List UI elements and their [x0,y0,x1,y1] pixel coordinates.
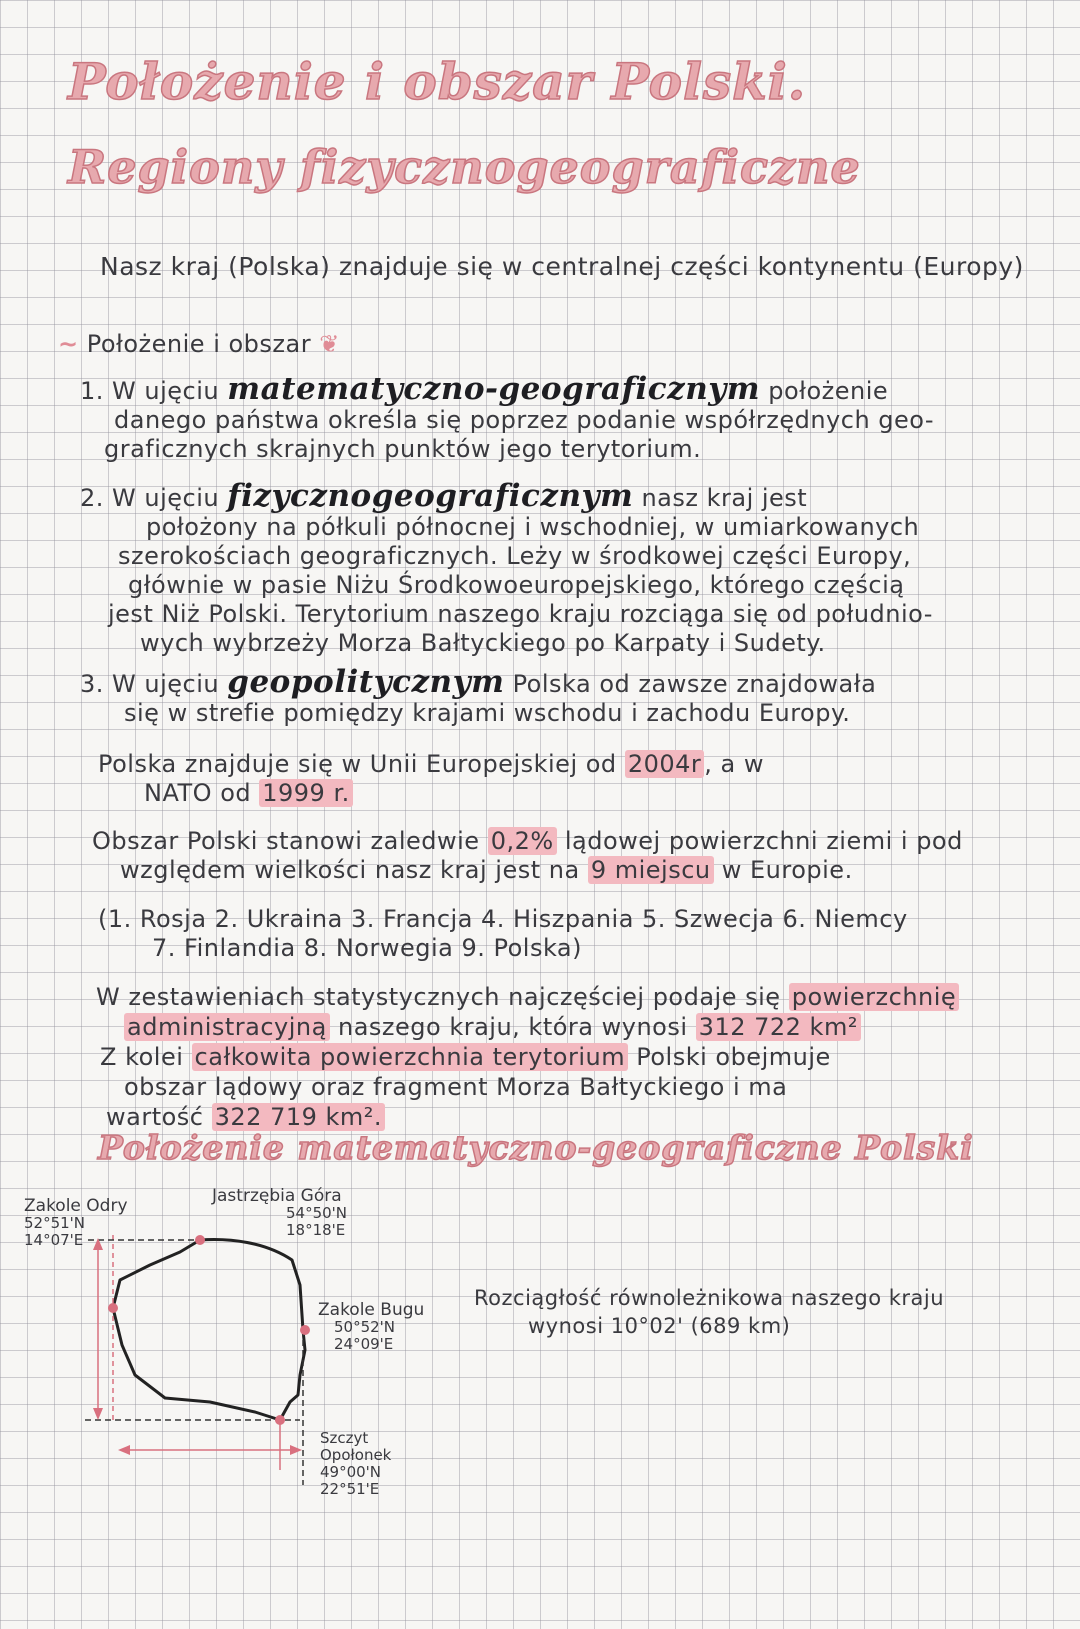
highlight-place: 9 miejscu [588,856,714,884]
keyword-geopolitical: geopolitycznym [227,664,505,700]
highlight-administrative: administracyjną [124,1013,330,1041]
highlight-nato-year: 1999 r. [259,779,353,807]
highlight-surface: powierzchnię [789,983,960,1011]
north-point-dot [195,1235,205,1245]
east-point-dot [300,1325,310,1335]
arrow-right-icon [290,1445,302,1455]
section-heading-position: ~ Położenie i obszar ❦ [58,330,340,358]
highlight-admin-value: 312 722 km² [696,1013,861,1041]
eu-nato-text: Polska znajduje się w Unii Europejskiej od 2004r , a w NATO od 1999 r. [98,750,764,807]
section-heading-coordinates: Położenie matematyczno-geograficzne Polski [98,1128,974,1167]
heart-doodle-icon: ❦ [319,330,340,358]
point-3: 3. W ujęciu geopolitycznym Polska od zawsze znajdowała się w strefie pomiędzy krajami wschodu i zachodu Europy. [80,664,877,727]
highlight-total-value: 322 719 km². [212,1103,385,1131]
page-subtitle: Regiony fizycznogeograficzne [68,140,861,194]
heart-doodle-icon: ~ [58,330,79,358]
keyword-mathematical: matematyczno-geograficznym [227,371,761,407]
north-point-label: Jastrzębia Góra 54°50'N 18°18'E [212,1186,348,1239]
extent-note: Rozciągłość równoleżnikowa naszego kraju wynosi 10°02' (689 km) [474,1286,945,1338]
highlight-total-area: całkowita powierzchnia terytorium [192,1043,629,1071]
point-2: 2. W ujęciu fizycznogeograficznym nasz kraj jest położony na półkuli północnej i wschodniej, w umiarkowanych szerokościach geograficznych. Leży w środkowej części Europy, głównie w pasie Niżu Środkowoeuropejskiego, którego częścią jest Niż Polski. Terytorium naszego kraju rozciąga się od południo- wych wybrzeży Morza Bałtyckiego po Karpaty i Sudety. [80,478,933,657]
south-point-label: Szczyt Opołonek 49°00'N 22°51'E [320,1429,392,1498]
intro-text: Nasz kraj (Polska) znajduje się w centralnej części kontynentu (Europy) [100,252,1024,281]
west-point-dot [108,1303,118,1313]
highlight-eu-year: 2004r [625,750,704,778]
highlight-percent: 0,2% [488,827,557,855]
country-ranking: (1. Rosja 2. Ukraina 3. Francja 4. Hiszpania 5. Szwecja 6. Niemcy 7. Finlandia 8. Norwegia 9. Polska) [98,905,908,962]
south-point-dot [275,1415,285,1425]
area-text: Obszar Polski stanowi zaledwie 0,2% lądowej powierzchni ziemi i pod względem wielkości nasz kraj jest na 9 miejscu w Europie. [92,827,963,884]
east-point-label: Zakole Bugu 50°52'N 24°09'E [318,1300,425,1353]
arrow-left-icon [118,1445,130,1455]
page-title: Położenie i obszar Polski. [68,52,807,111]
statistics-text: W zestawieniach statystycznych najczęściej podaje się powierzchnię administracyjną naszego kraju, która wynosi 312 722 km² Z kolei całkowita powierzchnia terytorium Polski obejmuje obszar lądowy oraz fragment Morza Bałtyckiego i ma wartość 322 719 km². [96,982,1056,1132]
arrow-down-icon [93,1408,103,1420]
keyword-physical: fizycznogeograficznym [227,478,634,514]
poland-outline [113,1240,305,1420]
west-point-label: Zakole Odry 52°51'N 14°07'E [24,1196,128,1249]
point-1: 1. W ujęciu matematyczno-geograficznym położenie danego państwa określa się poprzez podanie współrzędnych geo- graficznych skrajnych punktów jego terytorium. [80,371,935,463]
